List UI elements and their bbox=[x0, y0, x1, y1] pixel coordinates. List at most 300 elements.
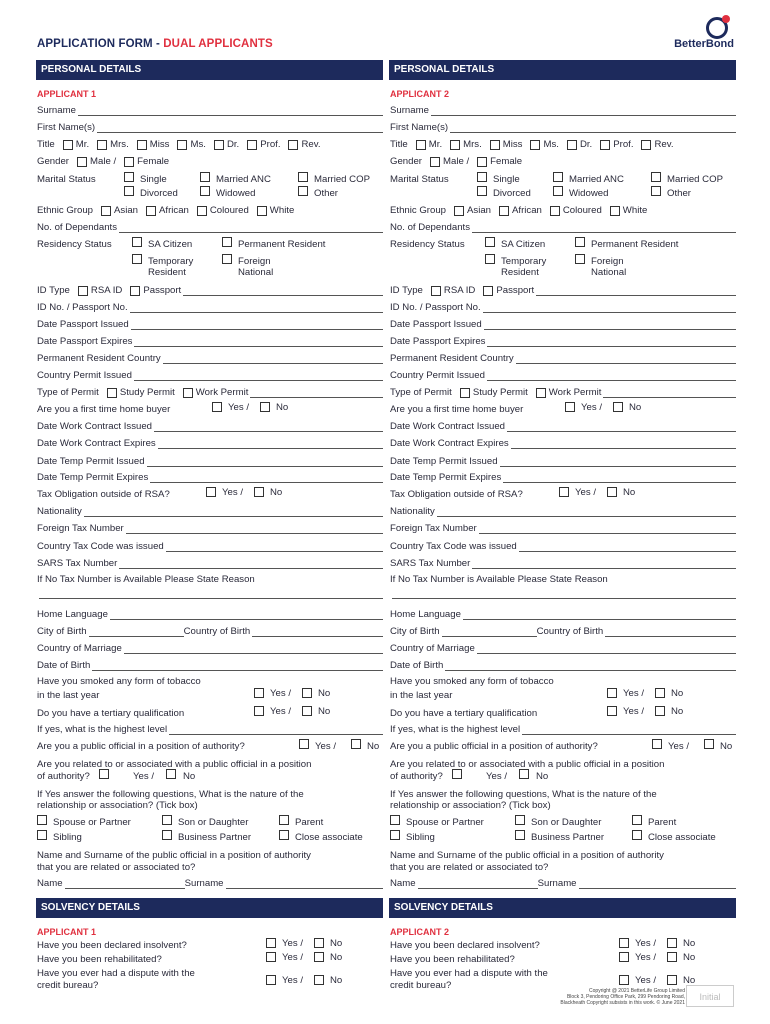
tax-obligation-no-checkbox[interactable] bbox=[254, 487, 264, 497]
foreign-tax-number-field[interactable] bbox=[479, 525, 736, 534]
smoked-tobacco-no-label: No bbox=[671, 688, 684, 699]
form-row bbox=[390, 387, 736, 398]
initial-box[interactable]: Initial bbox=[686, 985, 734, 1007]
other-checkbox[interactable] bbox=[651, 186, 661, 196]
tertiary-qualification-label: Do you have a tertiary qualification bbox=[37, 708, 185, 719]
title-option-label: Mrs. bbox=[110, 139, 129, 150]
form-row bbox=[390, 558, 736, 569]
public-official-no-checkbox[interactable] bbox=[351, 739, 361, 749]
credit-dispute-label-2: credit bureau? bbox=[390, 980, 452, 991]
tax-obligation-yes-checkbox[interactable] bbox=[206, 487, 216, 497]
passport-label: Passport bbox=[496, 285, 535, 296]
smoked-tobacco-no-checkbox[interactable] bbox=[655, 688, 665, 698]
passport-issued-field[interactable] bbox=[131, 321, 383, 330]
country-tax-code-field[interactable] bbox=[519, 543, 736, 552]
tax-obligation-yes-label: Yes / bbox=[222, 487, 243, 498]
rehabilitated-no-label: No bbox=[683, 952, 696, 963]
temp-permit-expires-field[interactable] bbox=[503, 474, 736, 483]
nationality-field[interactable] bbox=[437, 508, 736, 517]
foreign-label: Foreign bbox=[591, 256, 624, 267]
passport-expires-field[interactable] bbox=[487, 338, 736, 347]
female-checkbox[interactable] bbox=[124, 157, 134, 167]
insolvent-no-checkbox[interactable] bbox=[314, 938, 324, 948]
married-anc-checkbox[interactable] bbox=[200, 172, 210, 182]
country-of-birth-field[interactable] bbox=[605, 628, 736, 637]
public-official-no-label: No bbox=[720, 741, 733, 752]
personal-details-header: PERSONAL DETAILS bbox=[36, 60, 383, 80]
title-option-label: Prof. bbox=[260, 139, 281, 150]
public-official-yes-checkbox[interactable] bbox=[652, 739, 662, 749]
insolvent-label: Have you been declared insolvent? bbox=[37, 940, 187, 951]
smoked-tobacco-label: Have you smoked any form of tobacco bbox=[37, 676, 201, 687]
male-checkbox[interactable] bbox=[77, 157, 87, 167]
insolvent-no-label: No bbox=[330, 938, 343, 949]
first-names-field[interactable] bbox=[97, 124, 383, 133]
spouse-checkbox[interactable] bbox=[390, 815, 400, 825]
widowed-checkbox[interactable] bbox=[553, 186, 563, 196]
dependants-label: No. of Dependants bbox=[390, 222, 471, 233]
work-contract-expires-field[interactable] bbox=[158, 440, 383, 449]
parent-checkbox[interactable] bbox=[279, 815, 289, 825]
date-of-birth-field[interactable] bbox=[92, 662, 383, 671]
form-row bbox=[390, 660, 736, 671]
married-anc-checkbox[interactable] bbox=[553, 172, 563, 182]
form-row bbox=[390, 122, 736, 133]
ethnic-group-label: Ethnic Group bbox=[390, 205, 446, 216]
ethnic-white-checkbox[interactable] bbox=[610, 206, 620, 216]
applicant-label: APPLICANT 2 bbox=[390, 89, 450, 99]
title-rev-checkbox[interactable] bbox=[641, 140, 651, 150]
ethnic-coloured-checkbox[interactable] bbox=[550, 206, 560, 216]
highest-qualification-field[interactable] bbox=[522, 726, 736, 735]
sa-citizen-checkbox[interactable] bbox=[485, 237, 495, 247]
official-surname-label: Surname bbox=[184, 878, 224, 889]
title-option-label: Mr. bbox=[75, 139, 90, 150]
no-tax-reason-label: If No Tax Number is Available Please State Reason bbox=[37, 574, 255, 585]
city-of-birth-field[interactable] bbox=[89, 628, 184, 637]
married-cop-checkbox[interactable] bbox=[651, 172, 661, 182]
tertiary-qualification-yes-checkbox[interactable] bbox=[607, 706, 617, 716]
credit-dispute-no-checkbox[interactable] bbox=[667, 975, 677, 985]
insolvent-yes-checkbox[interactable] bbox=[619, 938, 629, 948]
solvency-details-header: SOLVENCY DETAILS bbox=[36, 898, 383, 918]
form-row bbox=[390, 319, 736, 330]
form-row bbox=[37, 105, 383, 116]
dependants-field[interactable] bbox=[472, 224, 736, 233]
related-official-yes-label: Yes / bbox=[486, 771, 507, 782]
related-official-yes-label: Yes / bbox=[133, 771, 154, 782]
form-row bbox=[390, 156, 736, 167]
first-names-field[interactable] bbox=[450, 124, 736, 133]
ethnic-asian-checkbox[interactable] bbox=[101, 206, 111, 216]
form-row bbox=[37, 506, 383, 517]
city-of-birth-label: City of Birth bbox=[390, 626, 440, 637]
rehabilitated-label: Have you been rehabilitated? bbox=[37, 954, 162, 965]
sa-citizen-label: SA Citizen bbox=[148, 239, 193, 250]
rsa-id-checkbox[interactable] bbox=[431, 286, 441, 296]
credit-dispute-no-label: No bbox=[683, 975, 696, 986]
permanent-resident-label: Permanent Resident bbox=[238, 239, 326, 250]
married-cop-label: Married COP bbox=[314, 174, 370, 185]
gender-label: Gender bbox=[37, 156, 69, 167]
ethnic-group-label: Ethnic Group bbox=[37, 205, 93, 216]
work-permit-checkbox[interactable] bbox=[183, 388, 193, 398]
related-official-yes-checkbox[interactable] bbox=[99, 769, 109, 779]
rehabilitated-yes-checkbox[interactable] bbox=[266, 952, 276, 962]
type-of-permit-field[interactable] bbox=[603, 389, 736, 398]
first-home-buyer-label: Are you a first time home buyer bbox=[37, 404, 171, 415]
related-official-no-label: No bbox=[183, 771, 196, 782]
no-tax-reason-label: If No Tax Number is Available Please State Reason bbox=[390, 574, 608, 585]
country-of-birth-label: Country of Birth bbox=[183, 626, 251, 637]
title-mrs-checkbox[interactable] bbox=[450, 140, 460, 150]
form-row bbox=[390, 506, 736, 517]
official-name-field[interactable] bbox=[65, 880, 185, 889]
related-official-yes-checkbox[interactable] bbox=[452, 769, 462, 779]
first-home-buyer-yes-checkbox[interactable] bbox=[212, 402, 222, 412]
first-names-label: First Name(s) bbox=[390, 122, 449, 133]
first-home-buyer-no-checkbox[interactable] bbox=[260, 402, 270, 412]
parent-label: Parent bbox=[648, 817, 677, 828]
surname-field[interactable] bbox=[431, 107, 736, 116]
tertiary-qualification-no-label: No bbox=[671, 706, 684, 717]
credit-dispute-label-2: credit bureau? bbox=[37, 980, 99, 991]
married-cop-checkbox[interactable] bbox=[298, 172, 308, 182]
ethnic-option-label: White bbox=[269, 205, 295, 216]
credit-dispute-yes-checkbox[interactable] bbox=[266, 975, 276, 985]
work-permit-checkbox[interactable] bbox=[536, 388, 546, 398]
smoked-tobacco-no-checkbox[interactable] bbox=[302, 688, 312, 698]
tertiary-qualification-no-checkbox[interactable] bbox=[302, 706, 312, 716]
official-name-label: Name and Surname of the public official in a position of authority bbox=[37, 850, 311, 861]
country-of-birth-field[interactable] bbox=[252, 628, 383, 637]
permanent-resident-checkbox[interactable] bbox=[575, 237, 585, 247]
study-permit-checkbox[interactable] bbox=[460, 388, 470, 398]
public-official-label: Are you a public official in a position of authority? bbox=[37, 741, 245, 752]
relationship-nature-label-2: relationship or association? (Tick box) bbox=[390, 800, 551, 811]
ethnic-asian-checkbox[interactable] bbox=[454, 206, 464, 216]
ethnic-african-checkbox[interactable] bbox=[499, 206, 509, 216]
smoked-tobacco-yes-label: Yes / bbox=[623, 688, 644, 699]
type-of-permit-field[interactable] bbox=[250, 389, 383, 398]
form-row bbox=[37, 285, 383, 296]
tax-obligation-yes-checkbox[interactable] bbox=[559, 487, 569, 497]
title-option-label: Mr. bbox=[428, 139, 443, 150]
first-names-label: First Name(s) bbox=[37, 122, 96, 133]
male-checkbox[interactable] bbox=[430, 157, 440, 167]
logo-ring-icon bbox=[706, 17, 728, 39]
widowed-label: Widowed bbox=[569, 188, 609, 199]
smoked-tobacco-yes-checkbox[interactable] bbox=[607, 688, 617, 698]
business-partner-checkbox[interactable] bbox=[162, 830, 172, 840]
rehabilitated-no-label: No bbox=[330, 952, 343, 963]
foreign-tax-number-field[interactable] bbox=[126, 525, 383, 534]
city-of-birth-label: City of Birth bbox=[37, 626, 87, 637]
foreign-national-checkbox[interactable] bbox=[222, 254, 232, 264]
ethnic-white-checkbox[interactable] bbox=[257, 206, 267, 216]
form-row bbox=[37, 590, 383, 599]
business-partner-checkbox[interactable] bbox=[515, 830, 525, 840]
no-tax-reason-field[interactable] bbox=[392, 590, 736, 599]
single-checkbox[interactable] bbox=[477, 172, 487, 182]
first-home-buyer-yes-checkbox[interactable] bbox=[565, 402, 575, 412]
insolvent-no-label: No bbox=[683, 938, 696, 949]
son-daughter-checkbox[interactable] bbox=[515, 815, 525, 825]
related-official-no-checkbox[interactable] bbox=[166, 769, 176, 779]
rsa-id-checkbox[interactable] bbox=[78, 286, 88, 296]
form-row bbox=[390, 626, 736, 637]
title-option-label: Dr. bbox=[226, 139, 240, 150]
work-contract-issued-field[interactable] bbox=[507, 423, 736, 432]
close-associate-checkbox[interactable] bbox=[279, 830, 289, 840]
no-tax-reason-field[interactable] bbox=[39, 590, 383, 599]
foreign-label: Foreign bbox=[238, 256, 271, 267]
id-type-field[interactable] bbox=[536, 287, 736, 296]
temp-permit-expires-field[interactable] bbox=[150, 474, 383, 483]
son-daughter-label: Son or Daughter bbox=[178, 817, 249, 828]
name-label: Name bbox=[390, 878, 416, 889]
form-row bbox=[37, 609, 383, 620]
public-official-yes-checkbox[interactable] bbox=[299, 739, 309, 749]
form-row bbox=[37, 643, 383, 654]
residency-status-label: Residency Status bbox=[390, 239, 465, 250]
smoked-tobacco-label-2: in the last year bbox=[37, 690, 100, 701]
title-option-label: Ms. bbox=[190, 139, 206, 150]
title-prof-checkbox[interactable] bbox=[247, 140, 257, 150]
id-type-label: ID Type bbox=[390, 285, 423, 296]
ethnic-option-label: Asian bbox=[467, 205, 491, 216]
temporary-label: Temporary bbox=[501, 256, 547, 267]
country-of-marriage-field[interactable] bbox=[124, 645, 383, 654]
work-contract-expires-field[interactable] bbox=[511, 440, 736, 449]
ethnic-coloured-checkbox[interactable] bbox=[197, 206, 207, 216]
title-dr-checkbox[interactable] bbox=[567, 140, 577, 150]
first-home-buyer-no-checkbox[interactable] bbox=[613, 402, 623, 412]
id-number-field[interactable] bbox=[130, 304, 383, 313]
form-row bbox=[37, 139, 383, 150]
tertiary-qualification-no-checkbox[interactable] bbox=[655, 706, 665, 716]
home-language-field[interactable] bbox=[110, 611, 383, 620]
other-checkbox[interactable] bbox=[298, 186, 308, 196]
credit-dispute-label: Have you ever had a dispute with the bbox=[390, 968, 548, 979]
title-dr-checkbox[interactable] bbox=[214, 140, 224, 150]
divorced-checkbox[interactable] bbox=[124, 186, 134, 196]
study-permit-checkbox[interactable] bbox=[107, 388, 117, 398]
gender-label: Gender bbox=[390, 156, 422, 167]
title-label: Title bbox=[390, 139, 408, 150]
form-row bbox=[390, 353, 736, 364]
smoked-tobacco-label: Have you smoked any form of tobacco bbox=[390, 676, 554, 687]
insolvent-no-checkbox[interactable] bbox=[667, 938, 677, 948]
credit-dispute-yes-checkbox[interactable] bbox=[619, 975, 629, 985]
foreign-national-checkbox[interactable] bbox=[575, 254, 585, 264]
temporary-resident-checkbox[interactable] bbox=[132, 254, 142, 264]
form-row bbox=[390, 302, 736, 313]
sars-tax-number-field[interactable] bbox=[119, 560, 383, 569]
related-official-label-2: of authority? bbox=[390, 771, 443, 782]
permanent-resident-country-field[interactable] bbox=[516, 355, 736, 364]
passport-expires-field[interactable] bbox=[134, 338, 383, 347]
first-home-buyer-yes-label: Yes / bbox=[581, 402, 602, 413]
single-checkbox[interactable] bbox=[124, 172, 134, 182]
related-official-no-label: No bbox=[536, 771, 549, 782]
ethnic-option-label: Asian bbox=[114, 205, 138, 216]
highest-qualification-label: If yes, what is the highest level bbox=[37, 724, 168, 735]
single-label: Single bbox=[493, 174, 520, 185]
temp-permit-issued-label: Date Temp Permit Issued bbox=[37, 456, 145, 467]
id-number-field[interactable] bbox=[483, 304, 736, 313]
nationality-field[interactable] bbox=[84, 508, 383, 517]
tax-obligation-label: Tax Obligation outside of RSA? bbox=[37, 489, 170, 500]
sars-tax-number-field[interactable] bbox=[472, 560, 736, 569]
insolvent-yes-label: Yes / bbox=[282, 938, 303, 949]
id-type-field[interactable] bbox=[183, 287, 383, 296]
official-surname-field[interactable] bbox=[579, 880, 736, 889]
title-prof-checkbox[interactable] bbox=[600, 140, 610, 150]
form-row bbox=[37, 222, 383, 233]
form-row bbox=[390, 205, 736, 216]
sibling-checkbox[interactable] bbox=[390, 830, 400, 840]
married-anc-label: Married ANC bbox=[216, 174, 271, 185]
resident-label: Resident bbox=[148, 267, 186, 278]
public-official-no-label: No bbox=[367, 741, 380, 752]
widowed-checkbox[interactable] bbox=[200, 186, 210, 196]
rsa-id-label: RSA ID bbox=[443, 285, 476, 296]
date-of-birth-field[interactable] bbox=[445, 662, 736, 671]
tax-obligation-no-checkbox[interactable] bbox=[607, 487, 617, 497]
form-row bbox=[390, 139, 736, 150]
related-official-label: Are you related to or associated with a public official in a position bbox=[37, 759, 312, 770]
official-name-label-2: that you are related or associated to? bbox=[37, 862, 196, 873]
surname-field[interactable] bbox=[78, 107, 383, 116]
passport-issued-field[interactable] bbox=[484, 321, 736, 330]
foreign-tax-number-label: Foreign Tax Number bbox=[390, 523, 477, 534]
sibling-label: Sibling bbox=[53, 832, 82, 843]
married-cop-label: Married COP bbox=[667, 174, 723, 185]
home-language-label: Home Language bbox=[390, 609, 461, 620]
form-row bbox=[390, 336, 736, 347]
surname-label: Surname bbox=[390, 105, 429, 116]
work-contract-issued-field[interactable] bbox=[154, 423, 383, 432]
passport-issued-label: Date Passport Issued bbox=[37, 319, 129, 330]
first-home-buyer-yes-label: Yes / bbox=[228, 402, 249, 413]
ethnic-option-label: African bbox=[159, 205, 189, 216]
date-of-birth-label: Date of Birth bbox=[390, 660, 444, 671]
form-row bbox=[37, 472, 383, 483]
country-tax-code-field[interactable] bbox=[166, 543, 383, 552]
permanent-resident-country-label: Permanent Resident Country bbox=[37, 353, 161, 364]
married-anc-label: Married ANC bbox=[569, 174, 624, 185]
title-option-label: Ms. bbox=[543, 139, 559, 150]
ethnic-african-checkbox[interactable] bbox=[146, 206, 156, 216]
title-miss-checkbox[interactable] bbox=[137, 140, 147, 150]
form-row bbox=[390, 590, 736, 599]
official-surname-field[interactable] bbox=[226, 880, 383, 889]
title-ms-checkbox[interactable] bbox=[177, 140, 187, 150]
title-option-label: Rev. bbox=[301, 139, 321, 150]
insolvent-yes-checkbox[interactable] bbox=[266, 938, 276, 948]
form-row bbox=[37, 205, 383, 216]
temporary-resident-checkbox[interactable] bbox=[485, 254, 495, 264]
temp-permit-issued-field[interactable] bbox=[500, 458, 736, 467]
country-of-marriage-field[interactable] bbox=[477, 645, 736, 654]
form-row bbox=[37, 421, 383, 432]
highest-qualification-field[interactable] bbox=[169, 726, 383, 735]
permanent-resident-country-field[interactable] bbox=[163, 355, 383, 364]
work-permit-label: Work Permit bbox=[195, 387, 249, 398]
rehabilitated-no-checkbox[interactable] bbox=[667, 952, 677, 962]
tertiary-qualification-label: Do you have a tertiary qualification bbox=[390, 708, 538, 719]
divorced-label: Divorced bbox=[493, 188, 531, 199]
country-permit-issued-label: Country Permit Issued bbox=[37, 370, 132, 381]
public-official-yes-label: Yes / bbox=[668, 741, 689, 752]
relationship-nature-label-2: relationship or association? (Tick box) bbox=[37, 800, 198, 811]
rehabilitated-yes-checkbox[interactable] bbox=[619, 952, 629, 962]
passport-checkbox[interactable] bbox=[483, 286, 493, 296]
passport-checkbox[interactable] bbox=[130, 286, 140, 296]
divorced-checkbox[interactable] bbox=[477, 186, 487, 196]
title-mr-checkbox[interactable] bbox=[416, 140, 426, 150]
country-permit-issued-field[interactable] bbox=[134, 372, 383, 381]
sibling-checkbox[interactable] bbox=[37, 830, 47, 840]
close-associate-checkbox[interactable] bbox=[632, 830, 642, 840]
business-partner-label: Business Partner bbox=[178, 832, 252, 843]
study-permit-label: Study Permit bbox=[472, 387, 528, 398]
title-option-label: Dr. bbox=[579, 139, 593, 150]
nationality-label: Nationality bbox=[390, 506, 435, 517]
credit-dispute-no-checkbox[interactable] bbox=[314, 975, 324, 985]
rehabilitated-no-checkbox[interactable] bbox=[314, 952, 324, 962]
dependants-field[interactable] bbox=[119, 224, 383, 233]
parent-label: Parent bbox=[295, 817, 324, 828]
public-official-no-checkbox[interactable] bbox=[704, 739, 714, 749]
country-of-marriage-label: Country of Marriage bbox=[37, 643, 122, 654]
tertiary-qualification-yes-checkbox[interactable] bbox=[254, 706, 264, 716]
country-permit-issued-field[interactable] bbox=[487, 372, 736, 381]
public-official-label: Are you a public official in a position of authority? bbox=[390, 741, 598, 752]
related-official-no-checkbox[interactable] bbox=[519, 769, 529, 779]
title-rev-checkbox[interactable] bbox=[288, 140, 298, 150]
personal-details-header: PERSONAL DETAILS bbox=[389, 60, 736, 80]
home-language-field[interactable] bbox=[463, 611, 736, 620]
id-number-label: ID No. / Passport No. bbox=[390, 302, 481, 313]
passport-expires-label: Date Passport Expires bbox=[390, 336, 486, 347]
title-mr-checkbox[interactable] bbox=[63, 140, 73, 150]
official-name-field[interactable] bbox=[418, 880, 538, 889]
title-ms-checkbox[interactable] bbox=[530, 140, 540, 150]
rehabilitated-yes-label: Yes / bbox=[635, 952, 656, 963]
female-checkbox[interactable] bbox=[477, 157, 487, 167]
title-mrs-checkbox[interactable] bbox=[97, 140, 107, 150]
form-row bbox=[37, 878, 383, 889]
smoked-tobacco-yes-checkbox[interactable] bbox=[254, 688, 264, 698]
divorced-label: Divorced bbox=[140, 188, 178, 199]
title-miss-checkbox[interactable] bbox=[490, 140, 500, 150]
permanent-resident-checkbox[interactable] bbox=[222, 237, 232, 247]
city-of-birth-field[interactable] bbox=[442, 628, 537, 637]
sa-citizen-checkbox[interactable] bbox=[132, 237, 142, 247]
son-daughter-checkbox[interactable] bbox=[162, 815, 172, 825]
credit-dispute-yes-label: Yes / bbox=[282, 975, 303, 986]
form-row bbox=[390, 541, 736, 552]
passport-expires-label: Date Passport Expires bbox=[37, 336, 133, 347]
spouse-checkbox[interactable] bbox=[37, 815, 47, 825]
temp-permit-issued-field[interactable] bbox=[147, 458, 383, 467]
work-contract-issued-label: Date Work Contract Issued bbox=[37, 421, 152, 432]
parent-checkbox[interactable] bbox=[632, 815, 642, 825]
form-row bbox=[37, 558, 383, 569]
solvency-applicant-label: APPLICANT 2 bbox=[390, 927, 450, 937]
